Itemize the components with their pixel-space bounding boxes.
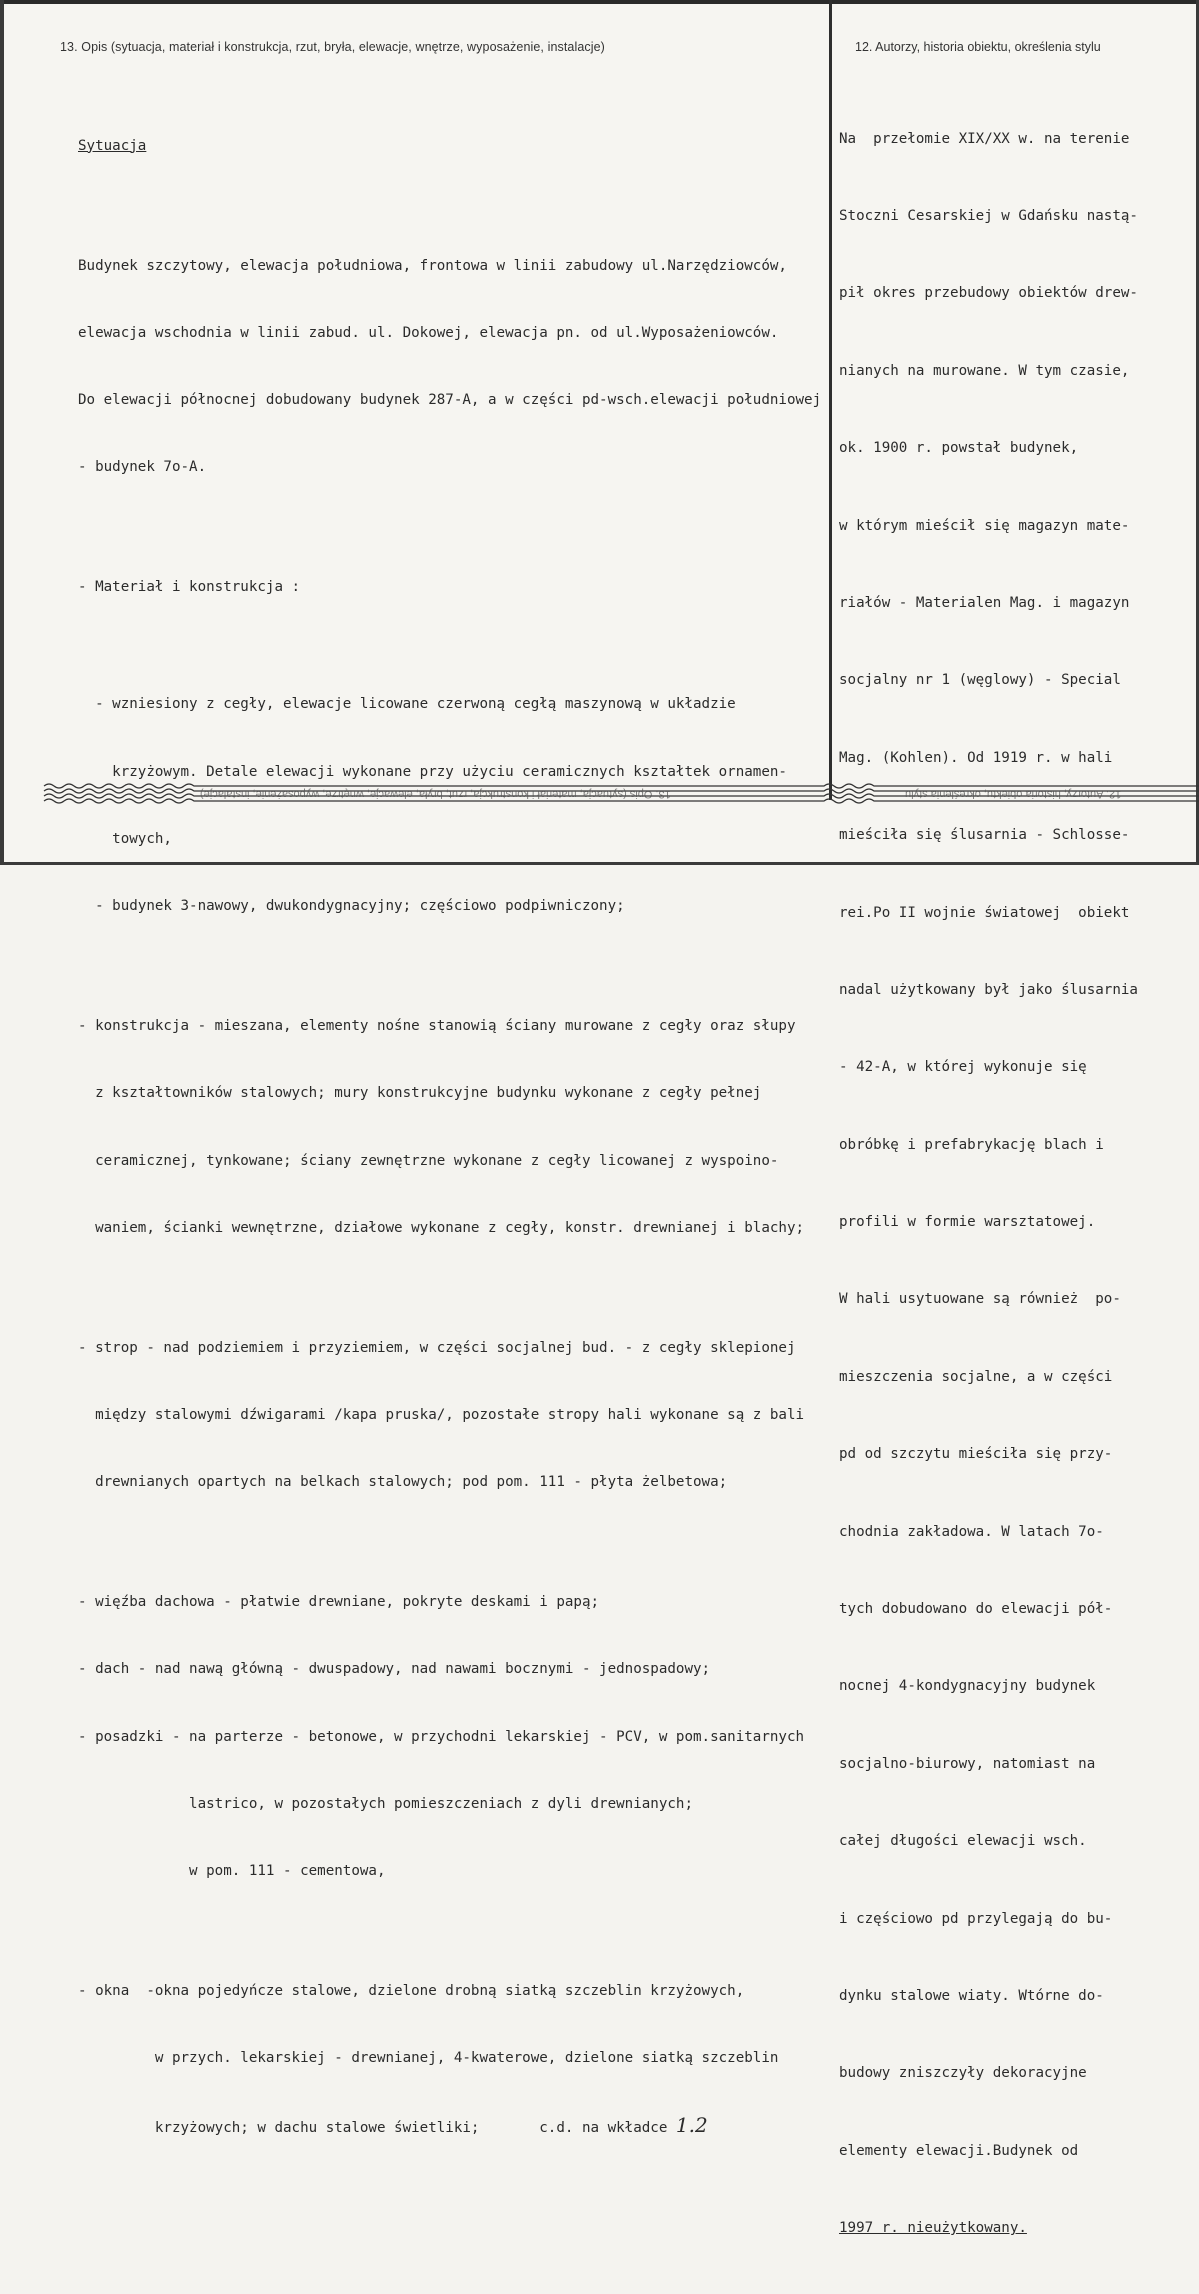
description-line: - dach - nad nawą główną - dwuspadowy, nad nawami bocznymi - jednospadowy;	[78, 1661, 711, 1678]
section-title: Sytuacja	[78, 137, 147, 154]
history-line: W hali usytuowane są również po-	[839, 1291, 1121, 1308]
description-line: Budynek szczytowy, elewacja południowa, frontowa w linii zabudowy ul.Narzędziowców,	[78, 257, 787, 274]
frame-top-border	[0, 0, 1199, 4]
mirrored-footer-right: 12. Autorzy, historia obiektu, określenia stylu	[905, 788, 1122, 800]
description-line-last	[78, 2114, 823, 2136]
column-divider	[829, 0, 832, 800]
description-line: - wzniesiony z cegły, elewacje licowane czerwoną cegłą maszynową w układzie	[78, 696, 736, 713]
description-line: elewacja wschodnia w linii zabud. ul. Dokowej, elewacja pn. od ul.Wyposażeniowców.	[78, 325, 779, 342]
description-line: Do elewacji północnej dobudowany budynek 287-A, a w części pd-wsch.elewacji południowej	[78, 392, 822, 409]
frame-left-border	[0, 0, 4, 865]
history-line: Stoczni Cesarskiej w Gdańsku nastą-	[839, 207, 1138, 224]
history-line: profili w formie warsztatowej.	[839, 1214, 1096, 1231]
description-line: - strop - nad podziemiem i przyziemiem, w części socjalnej bud. - z cegły sklepionej	[78, 1339, 796, 1356]
history-line: nadal użytkowany był jako ślusarnia	[839, 981, 1138, 998]
history-line: mieszczenia socjalne, a w części	[839, 1368, 1113, 1385]
history-line: obróbkę i prefabrykację blach i	[839, 1136, 1104, 1153]
description-line: - konstrukcja - mieszana, elementy nośne stanowią ściany murowane z cegły oraz słupy	[78, 1018, 796, 1035]
right-column-header: 12. Autorzy, historia obiektu, określenia stylu	[855, 40, 1101, 54]
history-line: tych dobudowano do elewacji pół-	[839, 1601, 1113, 1618]
description-line: towych,	[78, 830, 172, 847]
continuation-number: 1.2	[675, 2113, 708, 2138]
history-line: socjalno-biurowy, natomiast na	[839, 1755, 1096, 1772]
description-line: między stalowymi dźwigarami /kapa pruska/, pozostałe stropy hali wykonane są z bali	[78, 1406, 805, 1423]
history-column	[839, 75, 1169, 2294]
continuation-text: krzyżowych; w dachu stalowe świetliki; c.d. na wkładce	[78, 2120, 676, 2137]
history-line: riałów - Materialen Mag. i magazyn	[839, 594, 1130, 611]
history-line: - 42-A, w której wykonuje się	[839, 1059, 1087, 1076]
mirrored-footer-left: 13. Opis (sytuacja, materiał i konstrukcja, rzut, bryła, elewacje, wnętrze, wyposażenie, instalacje)	[200, 788, 671, 800]
history-line: pd od szczytu mieściła się przy-	[839, 1446, 1113, 1463]
description-column	[78, 90, 823, 2182]
history-line: Mag. (Kohlen). Od 1919 r. w hali	[839, 749, 1113, 766]
history-line: elementy elewacji.Budynek od	[839, 2142, 1079, 2159]
history-line: nianych na murowane. W tym czasie,	[839, 362, 1130, 379]
description-line: - więźba dachowa - płatwie drewniane, pokryte deskami i papą;	[78, 1594, 600, 1611]
description-line: - okna -okna pojedyńcze stalowe, dzielone drobną siatką szczeblin krzyżowych,	[78, 1982, 745, 1999]
description-line: - budynek 3-nawowy, dwukondygnacyjny; częściowo podpiwniczony;	[78, 898, 625, 915]
history-line: 1997 r. nieużytkowany.	[839, 2220, 1027, 2237]
history-line: w którym mieścił się magazyn mate-	[839, 517, 1130, 534]
description-line: - posadzki - na parterze - betonowe, w przychodni lekarskiej - PCV, w pom.sanitarnych	[78, 1728, 805, 1745]
history-line: mieściła się ślusarnia - Schlosse-	[839, 827, 1130, 844]
description-line: waniem, ścianki wewnętrzne, działowe wykonane z cegły, konstr. drewnianej i blachy;	[78, 1219, 805, 1236]
description-line: - budynek 7o-A.	[78, 459, 207, 476]
description-line: w pom. 111 - cementowa,	[78, 1862, 386, 1879]
description-line: z kształtowników stalowych; mury konstrukcyjne budynku wykonane z cegły pełnej	[78, 1085, 762, 1102]
description-line: drewnianych opartych na belkach stalowych; pod pom. 111 - płyta żelbetowa;	[78, 1474, 728, 1491]
description-line: - Materiał i konstrukcja :	[78, 579, 301, 596]
history-line: Na przełomie XIX/XX w. na terenie	[839, 130, 1130, 147]
history-line: socjalny nr 1 (węglowy) - Special	[839, 672, 1121, 689]
description-line: krzyżowym. Detale elewacji wykonane przy użyciu ceramicznych kształtek ornamen-	[78, 763, 787, 780]
history-line: rei.Po II wojnie światowej obiekt	[839, 904, 1130, 921]
history-line: chodnia zakładowa. W latach 7o-	[839, 1523, 1104, 1540]
history-line: i częściowo pd przylegają do bu-	[839, 1910, 1113, 1927]
description-line: lastrico, w pozostałych pomieszczeniach z dyli drewnianych;	[78, 1795, 693, 1812]
history-line: nocnej 4-kondygnacyjny budynek	[839, 1678, 1096, 1695]
description-line: ceramicznej, tynkowane; ściany zewnętrzne wykonane z cegły licowanej z wyspoino-	[78, 1152, 779, 1169]
left-column-header: 13. Opis (sytuacja, materiał i konstrukcja, rzut, bryła, elewacje, wnętrze, wyposażenie, instalacje)	[60, 40, 605, 54]
history-line: ok. 1900 r. powstał budynek,	[839, 440, 1079, 457]
history-line: budowy zniszczyły dekoracyjne	[839, 2065, 1087, 2082]
description-line: w przych. lekarskiej - drewnianej, 4-kwaterowe, dzielone siatką szczeblin	[78, 2050, 779, 2067]
history-line: pił okres przebudowy obiektów drew-	[839, 285, 1138, 302]
history-line: całej długości elewacji wsch.	[839, 1833, 1087, 1850]
history-line: dynku stalowe wiaty. Wtórne do-	[839, 1987, 1104, 2004]
